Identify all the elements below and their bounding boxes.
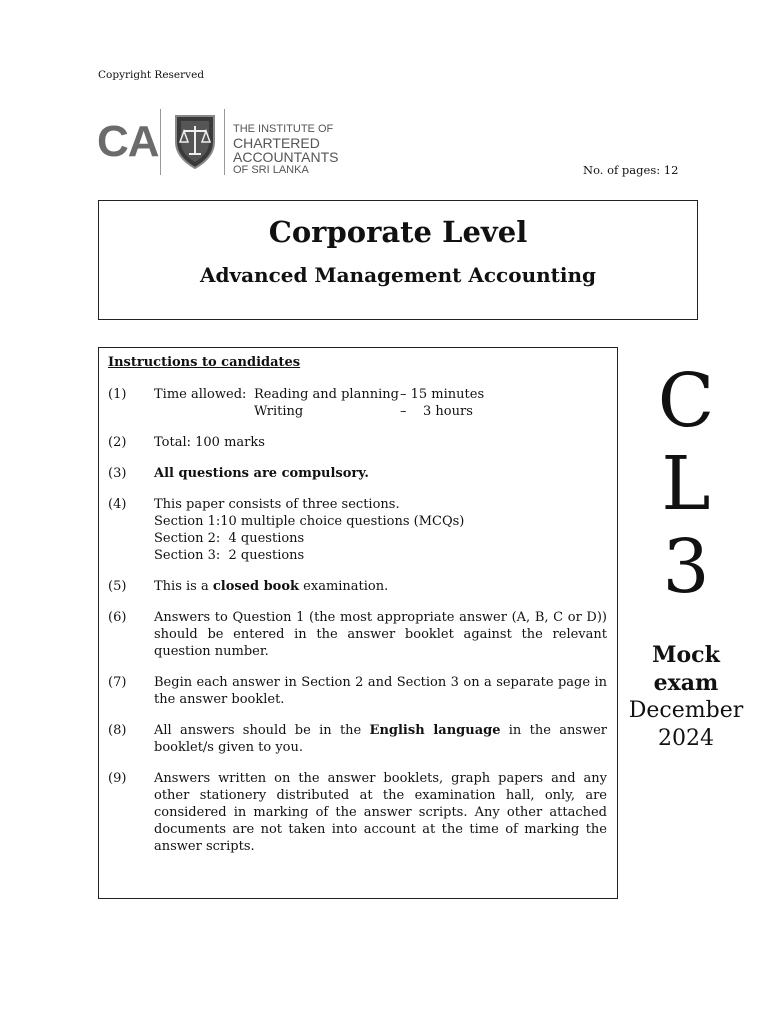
instruction-item: (6) Answers to Question 1 (the most appropriate answer (A, B, C or D)) should be entered in the answer booklet against the relevant question number. <box>108 610 607 659</box>
instruction-item: (2) Total: 100 marks <box>108 435 265 450</box>
level-title: Corporate Level <box>268 215 528 249</box>
logo-abbreviation: CA <box>97 117 159 166</box>
title-box <box>98 200 698 320</box>
copyright-notice: Copyright Reserved <box>98 69 205 81</box>
instruction-item: (8) All answers should be in the English language in the answer booklet/s given to you. <box>108 723 608 755</box>
logo-divider <box>160 109 161 175</box>
institute-name: THE INSTITUTE OF CHARTERED ACCOUNTANTS OF SRI LANKA <box>233 123 339 176</box>
exam-year: 2024 <box>658 726 714 751</box>
instruction-item: (3) All questions are compulsory. <box>108 466 369 481</box>
page-count: No. of pages: 12 <box>583 163 679 177</box>
subject-title: Advanced Management Accounting <box>199 263 597 287</box>
scales-crest-icon <box>172 112 218 170</box>
instructions-box <box>98 347 618 899</box>
instruction-item: (5) This is a closed book examination. <box>108 579 389 594</box>
exam-code-letter: C <box>657 358 715 444</box>
logo-divider <box>224 109 225 175</box>
exam-code-panel <box>628 360 744 753</box>
exam-month: December <box>628 698 744 723</box>
exam-code-letter: L <box>661 441 711 527</box>
instruction-item: (7) Begin each answer in Section 2 and Section 3 on a separate page in the answer booklet. <box>108 675 607 707</box>
instruction-item: (4) This paper consists of three sections. Section 1:10 multiple choice questions (MCQs) Section 2: 4 questions Section 3: 2 questions <box>108 497 465 563</box>
exam-code-letter: 3 <box>662 524 710 610</box>
institute-logo <box>97 107 397 177</box>
instruction-item: (9) Answers written on the answer booklets, graph papers and any other stationery distributed at the examination hall, only, are considered in marking of the answer scripts. Any other attached documents are not taken into account at the time of marking the answer scripts. <box>108 771 607 854</box>
instruction-item: (1) Time allowed: Reading and planning – 15 minutes Writing – 3 hours <box>108 387 485 419</box>
mock-label: Mock <box>652 642 720 668</box>
exam-label: exam <box>653 670 719 696</box>
instructions-heading: Instructions to candidates <box>108 355 301 370</box>
